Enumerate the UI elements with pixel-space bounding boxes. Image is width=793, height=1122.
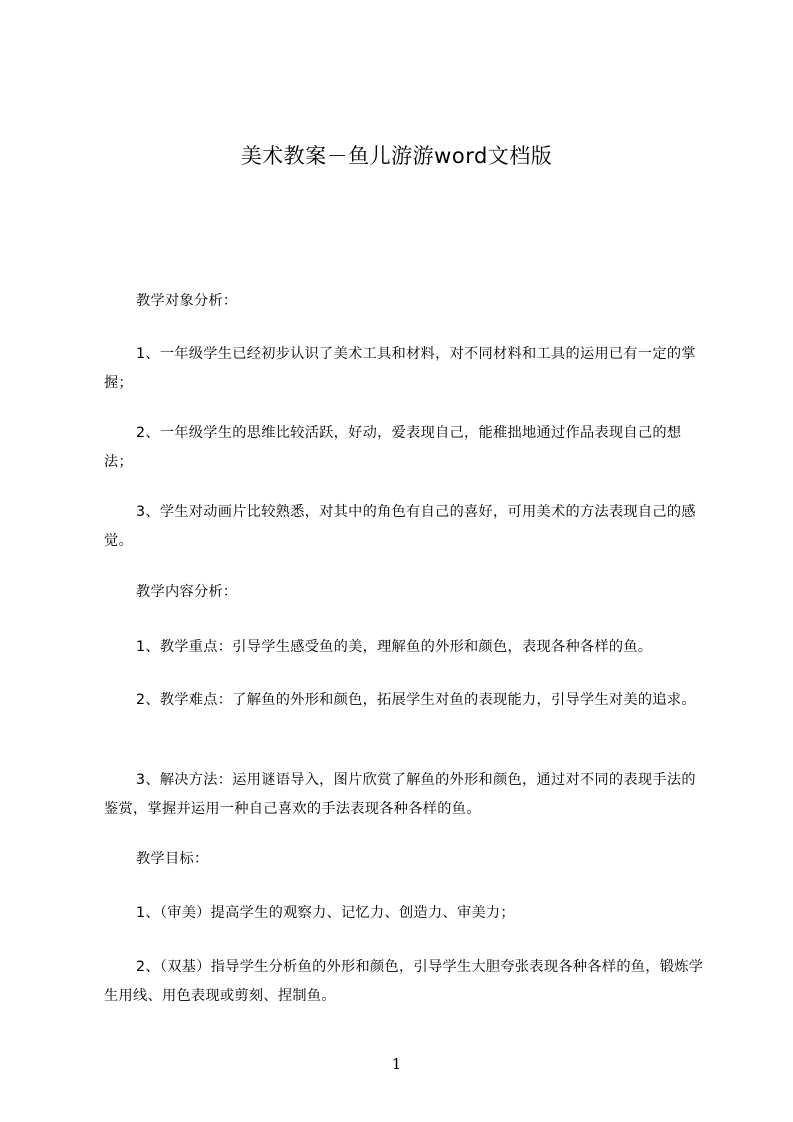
paragraph-goal-2: 2、（双基）指导学生分析鱼的外形和颜色，引导学生大胆夸张表现各种各样的鱼，锻炼学生用线、用色表现或剪刻、捏制鱼。 [104,959,704,1004]
paragraph-object-3: 3、学生对动画片比较熟悉，对其中的角色有自己的喜好，可用美术的方法表现自己的感觉。 [104,504,696,549]
paragraph-content-2: 2、教学难点：了解鱼的外形和颜色，拓展学生对鱼的表现能力，引导学生对美的追求。 [136,692,696,708]
paragraph-content-3: 3、解决方法：运用谜语导入，图片欣赏了解鱼的外形和颜色，通过对不同的表现手法的鉴赏，掌握并运用一种自己喜欢的手法表现各种各样的鱼。 [104,772,696,817]
paragraph-content-1: 1、教学重点：引导学生感受鱼的美，理解鱼的外形和颜色，表现各种各样的鱼。 [136,639,653,655]
page-number: 1 [391,1055,402,1073]
paragraph-object-1: 1、一年级学生已经初步认识了美术工具和材料，对不同材料和工具的运用已有一定的掌握； [104,346,696,391]
heading-teaching-object-analysis: 教学对象分析： [136,293,238,309]
heading-teaching-goals: 教学目标： [136,851,209,867]
paragraph-goal-1: 1、（审美）提高学生的观察力、记忆力、创造力、审美力； [136,905,515,921]
heading-teaching-content-analysis: 教学内容分析： [136,584,238,600]
paragraph-object-2: 2、一年级学生的思维比较活跃，好动，爱表现自己，能稚拙地通过作品表现自己的想法； [104,425,682,470]
document-title: 美术教案－鱼儿游游word文档版 [240,144,553,168]
